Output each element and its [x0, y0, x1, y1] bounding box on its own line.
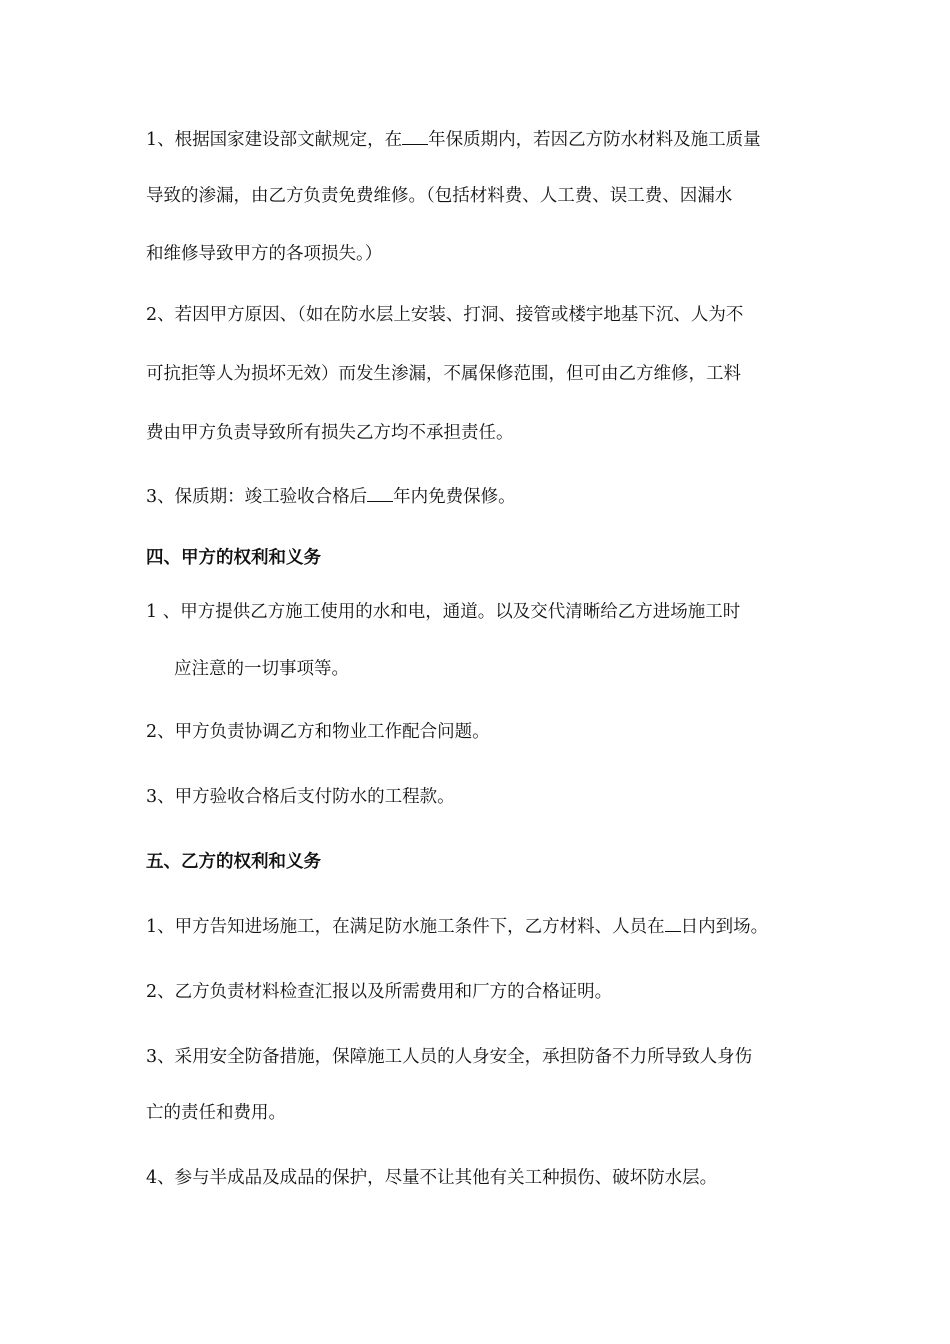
- text-fragment: 1、根据国家建设部文献规定，在: [146, 130, 403, 150]
- warranty-item-2-line-3: 费由甲方负责导致所有损失乙方均不承担责任。: [146, 423, 514, 443]
- party-b-item-3-line-1: 3、采用安全防备措施，保障施工人员的人身安全，承担防备不力所导致人身伤: [146, 1047, 753, 1067]
- text-fragment: 年保质期内，若因乙方防水材料及施工质量: [428, 130, 761, 150]
- text-fragment: 年内免费保修。: [393, 487, 516, 507]
- blank-warranty-years-field[interactable]: [367, 483, 393, 502]
- warranty-item-3: [146, 483, 516, 507]
- text-fragment: 日内到场。: [680, 917, 769, 937]
- party-b-item-3-line-2: 亡的责任和费用。: [146, 1103, 286, 1123]
- warranty-item-1-line-2: 导致的渗漏，由乙方负责免费维修。（包括材料费、人工费、误工费、因漏水: [146, 186, 733, 206]
- text-fragment: 1、甲方告知进场施工，在满足防水施工条件下，乙方材料、人员在: [146, 917, 665, 937]
- blank-years-field[interactable]: [402, 126, 428, 145]
- party-a-item-1-line-1: 1 、甲方提供乙方施工使用的水和电，通道。以及交代清晰给乙方进场施工时: [146, 602, 741, 622]
- warranty-item-1-line-3: 和维修导致甲方的各项损失。）: [146, 244, 383, 264]
- party-b-item-2: 2、乙方负责材料检查汇报以及所需费用和厂方的合格证明。: [146, 982, 613, 1002]
- section-5-heading: 五、乙方的权利和义务: [146, 852, 321, 872]
- text-fragment: 3、保质期：竣工验收合格后: [146, 487, 368, 507]
- warranty-item-2-line-2: 可抗拒等人为损坏无效）而发生渗漏，不属保修范围，但可由乙方维修，工料: [146, 364, 741, 384]
- section-4-heading: 四、甲方的权利和义务: [146, 548, 321, 568]
- warranty-item-1-line-1: [146, 126, 761, 150]
- party-a-item-1-line-2: 应注意的一切事项等。: [174, 659, 349, 679]
- party-b-item-1: [146, 913, 768, 937]
- party-a-item-2: 2、甲方负责协调乙方和物业工作配合问题。: [146, 722, 490, 742]
- party-a-item-3: 3、甲方验收合格后支付防水的工程款。: [146, 787, 455, 807]
- warranty-item-2-line-1: 2、若因甲方原因、（如在防水层上安装、打洞、接管或楼宇地基下沉、人为不: [146, 305, 744, 325]
- party-b-item-4: 4、参与半成品及成品的保护，尽量不让其他有关工种损伤、破坏防水层。: [146, 1168, 718, 1188]
- blank-days-field[interactable]: [665, 913, 681, 932]
